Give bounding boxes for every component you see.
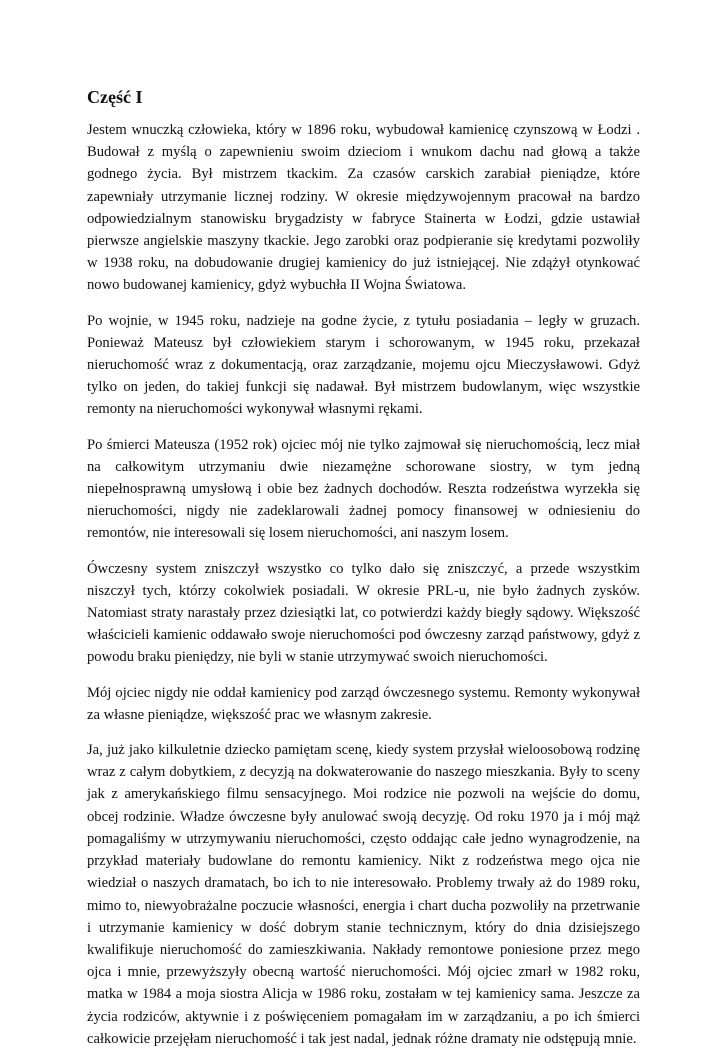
text-line: w 1938 roku, na dobudowanie drugiej kamienicy do już istniejącej. Nie zdążył otynkować [87, 255, 640, 272]
text-line: i utrzymanie kamienicy w dość dobrym stanie technicznym, który do dnia dzisiejszego [87, 919, 640, 936]
text-line: pomagaliśmy w utrzymywaniu nieruchomości, często oddając całe jedno wynagrodzenie, na [87, 830, 640, 847]
text-line: wiedział o naszych dramatach, bo ich to nie interesowało. Problemy trwały aż do 1989 roku, [87, 875, 640, 892]
text-line: powodu braku pieniędzy, nie byli w stanie utrzymywać swoich nieruchomości. [87, 649, 548, 666]
text-line: nowo budowanej kamienicy, gdyż wybuchła II Wojna Światowa. [87, 277, 466, 294]
text-line: zapewniały utrzymanie licznej rodziny. W okresie międzywojennym pracował na bardzo [87, 188, 640, 205]
paragraph-3 [87, 434, 640, 545]
text-line: Natomiast straty narastały przez dziesiątki lat, co potwierdzi każdy biegły sądowy. Większość [87, 605, 640, 622]
text-line: mimo to, niewyobrażalne poczucie własności, energia i chart ducha pozwoliły na przetrwanie [87, 897, 640, 914]
text-line: Po śmierci Mateusza (1952 rok) ojciec mój nie tylko zajmował się nieruchomością, lecz miał [87, 436, 640, 453]
text-line: nieruchomości, nigdy nie zadeklarowali żadnej pomocy finansowej w odniesieniu do [87, 503, 640, 520]
paragraph-2 [87, 310, 640, 421]
paragraph-6 [87, 739, 640, 1050]
text-line: tylko on jeden, do takiej funkcji się nadawał. Był mistrzem budowlanym, więc wszystkie [87, 379, 640, 396]
text-line: kwalifikuje nieruchomość do zamieszkiwania. Nakłady remontowe poniesione przez mego [87, 941, 640, 958]
text-line: niepełnosprawną umysłową i obie bez żadnych dochodów. Reszta rodzeństwa wyrzekła się [87, 481, 640, 498]
text-line: Ówczesny system zniszczył wszystko co tylko dało się zniszczyć, a przede wszystkim [87, 560, 640, 577]
text-line: Ponieważ Mateusz był człowiekiem starym i schorowanym, w 1945 roku, przekazał [87, 334, 640, 351]
text-line: godnego życia. Był mistrzem tkackim. Za czasów carskich zarabiał pieniądze, które [87, 166, 640, 183]
text-line: przykład materiały budowlane do remontu kamienicy. Nikt z rodzeństwa mego ojca nie [87, 853, 640, 870]
section-heading: Część I [87, 87, 143, 107]
text-line: remonty na nieruchomości wykonywał własnymi rękami. [87, 401, 423, 418]
paragraph-1 [87, 119, 640, 297]
text-line: Ja, już jako kilkuletnie dziecko pamiętam scenę, kiedy system przysłał wieloosobową rodzinę [87, 742, 640, 759]
text-line: jak z amerykańskiego filmu sensacyjnego. Moi rodzice nie pozwoli na wejście do domu, [87, 786, 640, 803]
text-line: Po wojnie, w 1945 roku, nadzieje na godne życie, z tytułu posiadania – legły w gruzach. [87, 312, 640, 329]
text-line: Mój ojciec nigdy nie oddał kamienicy pod zarząd ówczesnego systemu. Remonty wykonywał [87, 684, 640, 701]
text-line: całkowicie przejęłam nieruchomość i tak jest nadal, jednak różne dramaty nie odstępują mnie. [87, 1030, 637, 1047]
text-line: na całkowitym utrzymaniu dwie niezamężne schorowane siostry, w tym jedną [87, 458, 640, 475]
text-line: remontów, nie interesowali się losem nieruchomości, ani naszym losem. [87, 525, 509, 542]
text-line: obcej rodzinie. Władze ówczesne były anulować swoją decyzję. Od roku 1970 ja i mój mąż [87, 808, 640, 825]
text-line: właścicieli kamienic oddawało swoje nieruchomości pod ówczesny zarząd państwowy, gdyż z [87, 627, 640, 644]
text-line: wraz z całym dobytkiem, z decyzją na dokwaterowanie do naszego mieszkania. Były to sceny [87, 764, 640, 781]
text-line: niszczył tych, którzy cokolwiek posiadali. W okresie PRL-u, nie było żadnych zysków. [87, 582, 640, 599]
text-line: nieruchomość wraz z dokumentacją, oraz zarządzanie, mojemu ojcu Mieczysławowi. Gdyż [87, 357, 640, 374]
text-line: za własne pieniądze, większość prac we własnym zakresie. [87, 706, 432, 723]
text-line: pierwsze angielskie maszyny tkackie. Jego zarobki oraz podpieranie się kredytami pozwoliły [87, 233, 640, 250]
text-line: odpowiedzialnym stanowisku brygadzisty w fabryce Stainerta w Łodzi, gdzie ustawiał [87, 210, 640, 227]
text-line: Budował z myślą o zapewnieniu swoim dzieciom i wnukom dachu nad głową a także [87, 144, 640, 161]
text-line: ojca i mnie, przewyższyły obecną wartość nieruchomości. Mój ojciec zmarł w 1982 roku, [87, 964, 640, 981]
body-text [87, 119, 640, 1063]
text-line: matka w 1984 a moja siostra Alicja w 1986 roku, zostałam w tej kamienicy sama. Jeszcze za [87, 986, 640, 1003]
text-line: Jestem wnuczką człowieka, który w 1896 roku, wybudował kamienicę czynszową w Łodzi . [87, 122, 640, 138]
paragraph-5 [87, 682, 640, 726]
text-line: życia rodziców, aktywnie i z poświęceniem pomagałam im w zarządzaniu, a po ich śmierci [87, 1008, 640, 1025]
paragraph-4 [87, 558, 640, 669]
